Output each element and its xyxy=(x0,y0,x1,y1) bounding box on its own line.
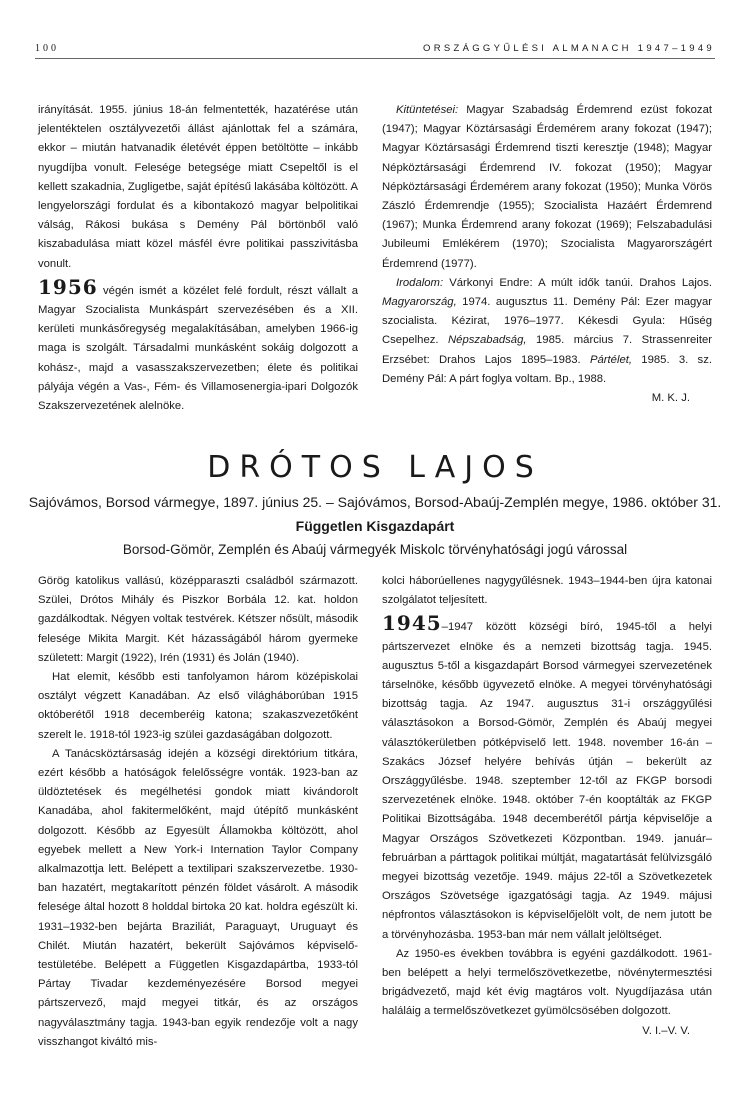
previous-entry-paragraph-1956: 1956 végén ismét a közélet felé fordult, részt vállalt a Magyar Szocialista Munkáspárt szervezésében és a XII. kerületi munkásőregység megalakításában, amelyben 1966-ig maga is szolgált. Társadalmi munkásként sokáig dolgozott a kohász-, majd a vasasszakszervezetben; élete és politikai pályája végén a Vas-, Fém- és Villamosenergia-ipari Dolgozók Szakszervezetének alelnöke. xyxy=(38,274,358,413)
entry-paragraph-education: Hat elemit, később esti tanfolyamon három középiskolai osztályt végzett Kanadában. Az első világháborúban 1915 októberétől 1918 decemberéig katona; szakaszvezetőként szerelt le. 1918-tól 1923-ig szülei gazdaságában dolgozott. xyxy=(38,671,358,741)
entry-left-column xyxy=(38,572,358,1052)
page-header xyxy=(35,44,715,59)
entry-paragraph-1945: 1945–1947 között községi bíró, 1945-től a helyi pártszervezet elnöke és a nemzeti bizottság tagja. 1945. augusztus 5-től a kisgazdapárt Borsod vármegyei szervezetének társelnöke, később ügyvezető elnöke. A megyei törvényhatósági bizottság tagja. Az 1947. augusztus 31-i országgyűlési választásokon a Borsod-Gömör, Zemplén és Abaúj megyei választókerületben pótképviselő lett. 1948. november 16-án – Szakács József helyére behívás útján – bekerült az Országgyűlésbe. 1948. szeptember 12-től az FKGP borsodi szervezetének elnöke. 1948. október 7-én kooptálták az FKGP Politikai Bizottságába. 1948 decemberétől pártja képviselője a Magyar Országos Szövetkezeti Központban. 1949. január–februárban a párttagok politikai múltját, magatartását felülvizsgáló megyei bizottság vezetője. 1949. május 22-től a Szövetkezetek Országos Szövetsége igazgatósági tagja. Az 1949. májusi népfrontos választásokon is képviselőjelölt volt, de nem jutott be a törvényhozásba. 1953-ban már nem vállalt jelöltséget. xyxy=(382,611,712,941)
literature-label: Irodalom: xyxy=(396,276,444,289)
page-number: 100 xyxy=(35,43,59,54)
entry-constituency: Borsod-Gömör, Zemplén és Abaúj vármegyék Miskolc törvényhatósági jogú várossal xyxy=(122,542,628,557)
author-signature: M. K. J. xyxy=(651,392,690,405)
running-title: ORSZÁGGYŰLÉSI ALMANACH 1947–1949 xyxy=(423,43,715,54)
literature-paragraph: Irodalom: Várkonyi Endre: A múlt idők tanúi. Drahos Lajos. Magyarország, 1974. augusztus 11. Demény Pál: Ezer magyar szocialista. Kézirat, 1976–1977. Kékesdi Gyula: Hűség Csepelhez. Népszabadság, 1985. március 7. Strassenreiter Erzsébet: Drahos Lajos 1895–1983. Pártélet, 1985. 3. sz. Demény Pál: A párt foglya voltam. Bp., 1988. xyxy=(382,276,712,385)
entry-birth-death: Sajóvámos, Borsod vármegye, 1897. június 25. – Sajóvámos, Borsod-Abaúj-Zemplén megye, 1986. október 31. xyxy=(28,494,722,510)
awards-paragraph: Kitüntetései: Magyar Szabadság Érdemrend ezüst fokozat (1947); Magyar Köztársasági Érdemérem arany fokozat (1947); Magyar Köztársasági Érdemrend tiszti keresztje (1948); Magyar Népköztársasági Érdemrend IV. fokozat (1950); Magyar Népköztársasági Érdemérem arany fokozat (1950); Munka Vörös Zászló Érdemrendje (1955); Szocialista Hazáért Érdemrend (1967); Munka Érdemrend arany fokozat (1969); Felszabadulási Jubileumi Emlékérem (1970); Szocialista Magyarországért Érdemrend (1977). xyxy=(382,104,712,270)
entry-right-column xyxy=(382,572,712,1041)
entry-name-heading: DRÓTOS LAJOS xyxy=(207,450,543,485)
entry-party: Független Kisgazdapárt xyxy=(295,518,455,534)
previous-entry-left-column xyxy=(38,101,358,416)
author-signature: V. I.–V. V. xyxy=(642,1024,690,1037)
year-marker: 1945 xyxy=(382,611,442,636)
previous-entry-right-column xyxy=(382,101,712,408)
entry-paragraph-later-life: Az 1950-es években továbbra is egyéni gazdálkodott. 1961-ben belépett a helyi termelőszövetkezetbe, növénytermesztési brigádvezető, majd két évig magtáros volt. Nyugdíjazása után haláláig a termelőszövetkezet gyümölcsösében dolgozott. xyxy=(382,947,712,1018)
year-marker: 1956 xyxy=(38,274,98,299)
awards-label: Kitüntetései: xyxy=(396,104,459,116)
entry-paragraph-family: Görög katolikus vallású, középparaszti családból származott. Szülei, Drótos Mihály és Piszkor Borbála 12. kat. holdon gazdálkodtak. Négyen voltak testvérek. Kétszer nősült, második felesége Mikita Margit. Két házasságából három gyermeke született: Margit (1922), Irén (1931) és Jolán (1940). xyxy=(38,575,358,664)
entry-paragraph-continued: kolci háborúellenes nagygyűlésnek. 1943–1944-ben újra katonai szolgálatot teljesített. xyxy=(382,575,712,607)
previous-entry-paragraph: irányítását. 1955. június 18-án felmentették, hazatérése után jelentéktelen osztályvezetői állást ajánlottak fel a számára, ekkor – miután hatvanadik életévét éppen betöltötte – inkább nyugdíjba vonult. Felesége betegsége miatt Csepeltől is el kellett szakadnia, Zugligetbe, saját építésű lakásába költözött. A lengyelországi fordulat és a kibontakozó magyar belpolitikai válság, Rákosi bukása s Demény Pál börtönből való kiszabadulása miatt közel másfél évre politikai passzivitásba vonult. xyxy=(38,104,358,270)
entry-paragraph-career: A Tanácsköztársaság idején a községi direktórium titkára, ezért később a hatóságok felelősségre vonták. 1923-ban az üldöztetések és megélhetési gondok miatt kivándorolt Kanadába, ahol fakitermelőként, majd útépítő munkásként dolgozott. Később az Egyesült Államokba költözött, ahol egyebek mellett a New York-i Internation Taylor Company alkalmazottja lett. Belépett a textilipari szakszervezetbe. 1930-ban hazatért, megtakarított pénzén földet vásárolt. A második felesége által hozott 8 holddal birtoka 20 kat. holdra egészült ki. 1931–1932-ben bejárta Braziliát, Paraguayt, Uruguayt és Chilét. Miután hazatért, bekerült Sajóvámos képviselő-testületébe. Belépett a Független Kisgazdapártba, 1933-tól Pártay Tivadar kezdeményezésére Borsod megyei pártszervező, majd megyei titkár, és az országos nagyválasztmány tagja. 1943-ban egyik rendezője volt a nagy visszhangot kiváltó mis- xyxy=(38,747,358,1048)
